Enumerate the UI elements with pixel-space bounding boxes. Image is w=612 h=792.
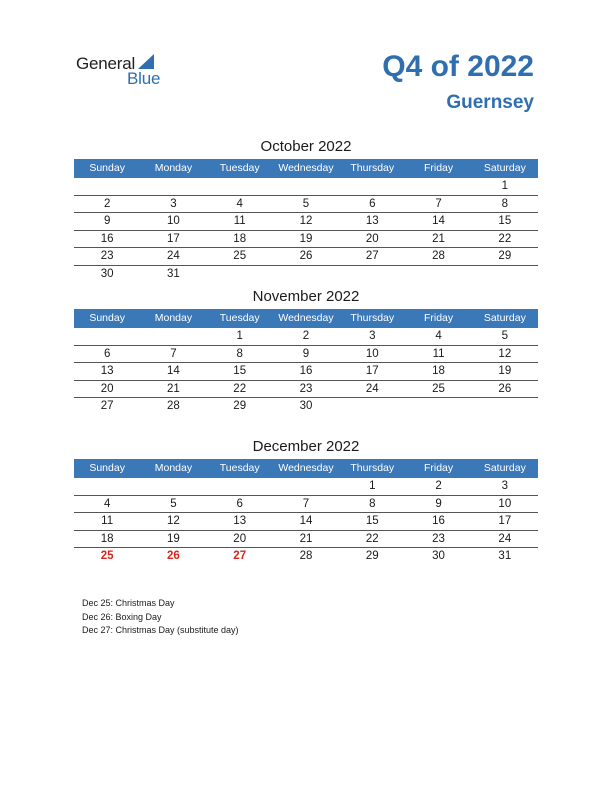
day-cell: 16 xyxy=(432,515,445,527)
day-cell: 31 xyxy=(167,267,180,280)
weekday-label: Friday xyxy=(423,312,454,324)
day-cell: 23 xyxy=(432,532,445,545)
month-october xyxy=(74,137,538,283)
weekday-label: Monday xyxy=(154,312,193,324)
week-row xyxy=(74,248,538,266)
week-row xyxy=(74,231,538,249)
weekday-label: Tuesday xyxy=(219,162,260,174)
day-cell: 5 xyxy=(302,197,310,210)
day-cell: 12 xyxy=(299,215,313,227)
day-cell: 24 xyxy=(167,250,180,262)
day-cell: 22 xyxy=(498,232,512,245)
day-cell: 25 xyxy=(233,250,247,262)
day-cell: 27 xyxy=(365,250,379,262)
day-cell: 9 xyxy=(103,215,111,227)
weekday-label: Friday xyxy=(423,162,454,174)
day-cell: 25 xyxy=(432,382,445,395)
holiday-note: Dec 25: Christmas Day xyxy=(82,598,175,608)
day-cell xyxy=(74,178,140,195)
day-cell: 15 xyxy=(365,515,379,527)
day-cell: 3 xyxy=(170,197,177,210)
week-row xyxy=(74,381,538,399)
day-cell xyxy=(140,178,206,195)
day-cell: 5 xyxy=(170,497,177,510)
week-row xyxy=(74,363,538,381)
day-cell xyxy=(273,478,339,495)
logo-blue-text: Blue xyxy=(127,69,161,88)
day-cell: 16 xyxy=(299,365,313,377)
weekday-label: Tuesday xyxy=(219,462,260,474)
holiday-note: Dec 26: Boxing Day xyxy=(82,611,162,622)
day-cell: 23 xyxy=(299,382,313,395)
weekday-label: Tuesday xyxy=(219,312,260,324)
logo-triangle-icon xyxy=(138,54,154,69)
day-cell: 2 xyxy=(302,330,310,342)
week-row xyxy=(74,478,538,496)
day-cell: 24 xyxy=(498,532,512,545)
day-cell: 4 xyxy=(103,497,111,510)
day-cell: 7 xyxy=(302,497,310,510)
day-cell: 7 xyxy=(170,347,177,360)
day-cell: 28 xyxy=(299,550,313,562)
day-cell: 29 xyxy=(498,250,512,262)
weekday-label: Monday xyxy=(154,162,193,174)
day-cell: 30 xyxy=(432,550,445,562)
day-cell xyxy=(140,478,206,495)
day-cell: 6 xyxy=(369,197,376,210)
day-cell: 12 xyxy=(167,515,180,527)
day-cell: 8 xyxy=(369,497,376,510)
day-cell: 20 xyxy=(233,532,247,545)
day-cell: 1 xyxy=(369,480,376,492)
day-cell: 27 xyxy=(100,400,114,412)
day-cell: 13 xyxy=(233,515,247,527)
week-row xyxy=(74,496,538,514)
week-row xyxy=(74,398,538,416)
day-cell: 30 xyxy=(299,400,313,412)
day-cell: 28 xyxy=(167,400,180,412)
day-cell: 29 xyxy=(365,550,379,562)
weekday-label: Wednesday xyxy=(278,162,334,174)
month-title: November 2022 xyxy=(252,288,360,305)
holiday-note: Dec 27: Christmas Day (substitute day) xyxy=(82,625,239,635)
day-cell: 4 xyxy=(435,330,442,342)
day-cell: 20 xyxy=(365,232,379,245)
month-december xyxy=(74,437,538,566)
day-cell: 19 xyxy=(498,365,512,377)
country-subtitle: Guernsey xyxy=(446,92,534,113)
day-cell xyxy=(207,478,273,495)
day-cell: 21 xyxy=(432,232,445,245)
day-cell: 27 xyxy=(233,550,247,562)
day-cell: 26 xyxy=(299,250,313,262)
day-cell: 28 xyxy=(432,250,445,262)
page-title: Q4 of 2022 xyxy=(382,50,534,83)
weekday-label: Sunday xyxy=(89,162,125,174)
day-cell: 6 xyxy=(236,497,243,510)
weekday-label: Saturday xyxy=(483,462,526,474)
day-cell: 6 xyxy=(103,347,111,360)
day-cell xyxy=(472,266,538,284)
day-cell: 23 xyxy=(100,250,114,262)
day-cell: 18 xyxy=(100,532,114,545)
day-cell: 1 xyxy=(236,330,243,342)
day-cell: 18 xyxy=(233,232,247,245)
day-cell: 29 xyxy=(233,400,247,412)
day-cell xyxy=(405,178,471,195)
day-cell: 3 xyxy=(501,480,509,492)
day-cell: 11 xyxy=(101,515,114,527)
weekday-header xyxy=(74,309,538,328)
day-cell xyxy=(207,178,273,195)
day-cell: 15 xyxy=(233,365,247,377)
day-cell: 31 xyxy=(498,550,512,562)
weekday-label: Monday xyxy=(154,462,193,474)
day-cell: 24 xyxy=(365,382,379,395)
week-row xyxy=(74,548,538,566)
day-cell: 11 xyxy=(233,215,246,227)
day-cell: 1 xyxy=(501,180,509,192)
week-row xyxy=(74,266,538,284)
day-cell xyxy=(273,178,339,195)
day-cell: 9 xyxy=(435,497,442,510)
month-title: October 2022 xyxy=(260,138,352,155)
day-cell: 17 xyxy=(167,232,180,245)
logo-general-text: General xyxy=(76,54,136,73)
day-cell: 2 xyxy=(435,480,442,492)
day-cell: 16 xyxy=(100,232,114,245)
day-cell: 9 xyxy=(302,347,310,360)
day-cell xyxy=(74,328,140,345)
weekday-label: Wednesday xyxy=(278,312,334,324)
day-cell: 7 xyxy=(435,197,442,210)
day-cell: 20 xyxy=(100,382,114,395)
day-cell: 22 xyxy=(233,382,247,395)
weekday-label: Sunday xyxy=(89,462,125,474)
day-cell: 17 xyxy=(365,365,379,377)
day-cell: 30 xyxy=(100,267,114,280)
weekday-label: Friday xyxy=(423,462,454,474)
week-row xyxy=(74,513,538,531)
day-cell xyxy=(339,266,405,284)
day-cell: 14 xyxy=(432,215,445,227)
weekday-label: Thursday xyxy=(350,312,395,324)
weekday-label: Saturday xyxy=(483,162,526,174)
day-cell xyxy=(405,266,471,284)
day-cell xyxy=(339,178,405,195)
day-cell xyxy=(339,398,405,416)
weekday-label: Thursday xyxy=(350,162,395,174)
day-cell xyxy=(405,398,471,416)
day-cell: 21 xyxy=(299,532,313,545)
day-cell: 25 xyxy=(100,550,114,562)
day-cell: 4 xyxy=(236,197,243,210)
week-row xyxy=(74,531,538,549)
day-cell: 19 xyxy=(299,232,313,245)
weekday-header xyxy=(74,459,538,478)
weekday-label: Wednesday xyxy=(278,462,334,474)
day-cell: 10 xyxy=(167,215,180,227)
day-cell: 13 xyxy=(365,215,379,227)
day-cell: 26 xyxy=(167,550,180,562)
day-cell: 22 xyxy=(365,532,379,545)
day-cell xyxy=(273,266,339,284)
month-title: December 2022 xyxy=(252,438,360,455)
day-cell: 18 xyxy=(432,365,445,377)
day-cell: 11 xyxy=(432,347,445,360)
day-cell: 14 xyxy=(167,365,180,377)
day-cell: 10 xyxy=(498,497,512,510)
week-row xyxy=(74,328,538,346)
day-cell xyxy=(140,328,206,345)
day-cell xyxy=(207,266,273,284)
day-cell xyxy=(74,478,140,495)
week-row xyxy=(74,178,538,196)
day-cell: 2 xyxy=(103,197,111,210)
day-cell: 19 xyxy=(167,532,180,545)
day-cell: 14 xyxy=(299,515,313,527)
weekday-header xyxy=(74,159,538,178)
day-cell: 5 xyxy=(501,330,509,342)
day-cell: 8 xyxy=(236,347,243,360)
day-cell: 10 xyxy=(365,347,379,360)
day-cell: 13 xyxy=(100,365,114,377)
day-cell: 21 xyxy=(167,382,180,395)
day-cell: 8 xyxy=(501,197,509,210)
day-cell: 15 xyxy=(498,215,512,227)
day-cell: 3 xyxy=(369,330,376,342)
brand-logo xyxy=(76,52,176,88)
day-cell: 26 xyxy=(498,382,512,395)
day-cell xyxy=(472,398,538,416)
weekday-label: Saturday xyxy=(483,312,526,324)
day-cell: 17 xyxy=(498,515,512,527)
week-row xyxy=(74,346,538,364)
week-row xyxy=(74,213,538,231)
weekday-label: Sunday xyxy=(89,312,125,324)
week-row xyxy=(74,196,538,214)
day-cell: 12 xyxy=(498,347,512,360)
month-november xyxy=(74,287,538,416)
weekday-label: Thursday xyxy=(350,462,395,474)
holiday-notes xyxy=(82,597,239,638)
